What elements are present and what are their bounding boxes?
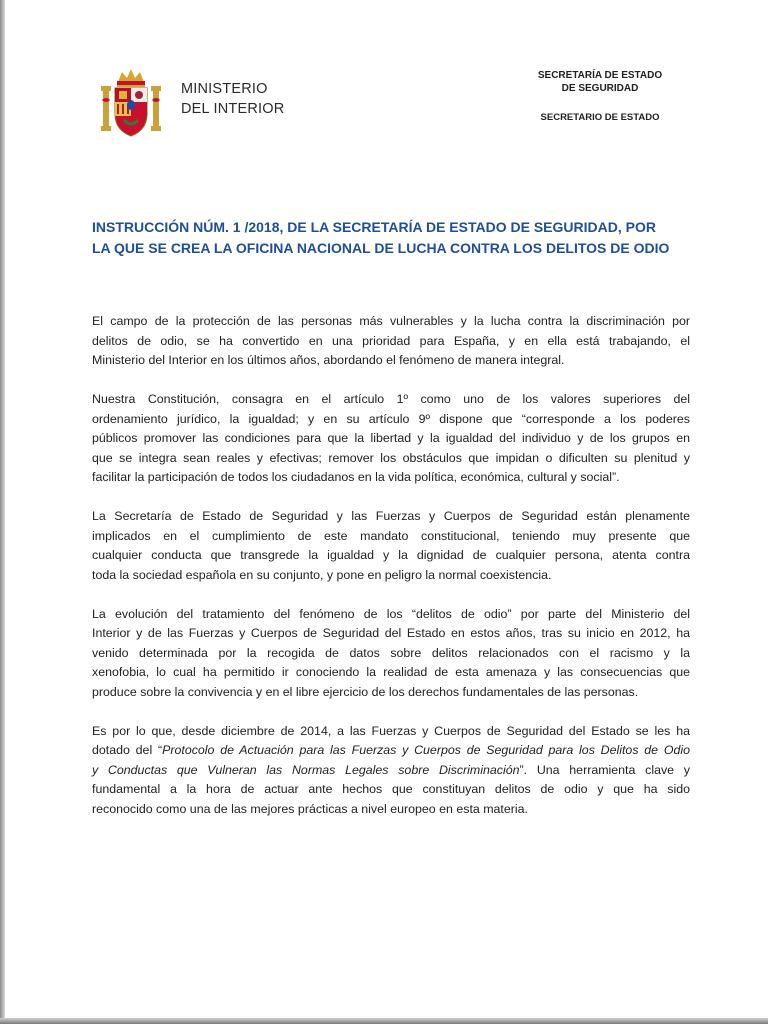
paragraph-line: que se integra sean reales y efectivas; remover los obstáculos que impidan o dificulten su plenitud y: [92, 450, 690, 465]
paragraph-line: venido determinada por la recogida de datos sobre delitos relacionados con el racismo y la: [92, 645, 690, 660]
paragraph-line: delitos de odio, se ha convertido en una prioridad para España, y en ella está trabajando, el: [92, 333, 690, 348]
paragraph-line: La Secretaría de Estado de Seguridad y las Fuerzas y Cuerpos de Seguridad están plenamente: [92, 509, 690, 523]
paragraph-3: [92, 507, 690, 585]
ministry-name: [181, 79, 284, 119]
paragraph-line: Ministerio del Interior en los últimos años, abordando el fenómeno de manera integral.: [92, 353, 565, 367]
title-line-1: INSTRUCCIÓN NÚM. 1 /2018, DE LA SECRETARÍA DE ESTADO DE SEGURIDAD, POR: [92, 219, 656, 235]
paragraph-line: produce sobre la convivencia y en el libre ejercicio de los derechos fundamentales de las personas.: [92, 684, 639, 699]
paragraph-line: ordenamiento jurídico, la igualdad; y en su artículo 9º dispone que “corresponde a los poderes: [92, 411, 690, 426]
secretaria-line-2: DE SEGURIDAD: [561, 83, 639, 94]
paragraph-line: fundamental a la hora de actuar ante hechos que constituyan delitos de odio y que ha sido: [92, 782, 690, 796]
document-title: [92, 217, 692, 259]
protocol-title-part-2: y Conductas que Vulneran las Normas Legales sobre Discriminación: [92, 762, 520, 777]
secretario-heading: SECRETARIO DE ESTADO: [540, 112, 660, 123]
paragraph-text: dotado del “: [92, 743, 163, 757]
paragraph-5: [92, 722, 690, 820]
paragraph-line: Es por lo que, desde diciembre de 2014, a las Fuerzas y Cuerpos de Seguridad del Estado se les ha: [92, 723, 690, 738]
paragraph-line: implicados en el cumplimiento de este mandato constitucional, teniendo muy presente que: [92, 528, 690, 543]
paragraph-line: [92, 741, 690, 761]
paragraph-2: [92, 390, 690, 488]
paragraph-line: La evolución del tratamiento del fenómeno de los “delitos de odio” por parte del Ministerio del: [92, 606, 690, 621]
paragraph-text: ”. Una herramienta clave y: [519, 762, 690, 777]
paragraph-line: El campo de la protección de las personas más vulnerables y la lucha contra la discriminación por: [92, 314, 690, 328]
paragraph-line: toda la sociedad española en su conjunto, y pone en peligro la normal coexistencia.: [92, 567, 552, 582]
paragraph-line: xenofobia, lo cual ha permitido ir conociendo la realidad de esta amenaza y las consecuencias que: [92, 665, 690, 679]
protocol-title-part-1: Protocolo de Actuación para las Fuerzas y Cuerpos de Seguridad para los Delitos de Odio: [162, 743, 690, 757]
paragraph-line: facilitar la participación de todos los ciudadanos en la vida política, económica, cultural y social”.: [92, 470, 620, 484]
paragraph-line: públicos promover las condiciones para que la libertad y la igualdad del individuo y de los grupos en: [92, 431, 690, 445]
paragraph-1: [92, 312, 690, 371]
coat-of-arms-icon: [100, 68, 162, 140]
paragraph-4: [92, 605, 690, 703]
paragraph-line: cualquier conducta que transgrede la igualdad y la dignidad de cualquier persona, atenta contra: [92, 548, 690, 562]
page-edge-bottom: [0, 1018, 768, 1024]
ministry-line-2: DEL INTERIOR: [181, 101, 285, 117]
paragraph-line: reconocido como una de las mejores prácticas a nivel europeo en esta materia.: [92, 801, 528, 816]
page-edge-left: [0, 0, 5, 1024]
secretaria-heading: [520, 69, 680, 95]
paragraph-line: Interior y de las Fuerzas y Cuerpos de Seguridad del Estado en estos años, tras su inicio en 2012, ha: [92, 626, 690, 640]
document-body: [92, 312, 690, 839]
paragraph-line: Nuestra Constitución, consagra en el artículo 1º como uno de los valores superiores del: [92, 392, 690, 406]
paragraph-line: [92, 761, 690, 781]
ministry-line-1: MINISTERIO: [181, 81, 268, 97]
title-line-2: LA QUE SE CREA LA OFICINA NACIONAL DE LUCHA CONTRA LOS DELITOS DE ODIO: [92, 240, 670, 256]
secretaria-line-1: SECRETARÍA DE ESTADO: [537, 70, 663, 81]
